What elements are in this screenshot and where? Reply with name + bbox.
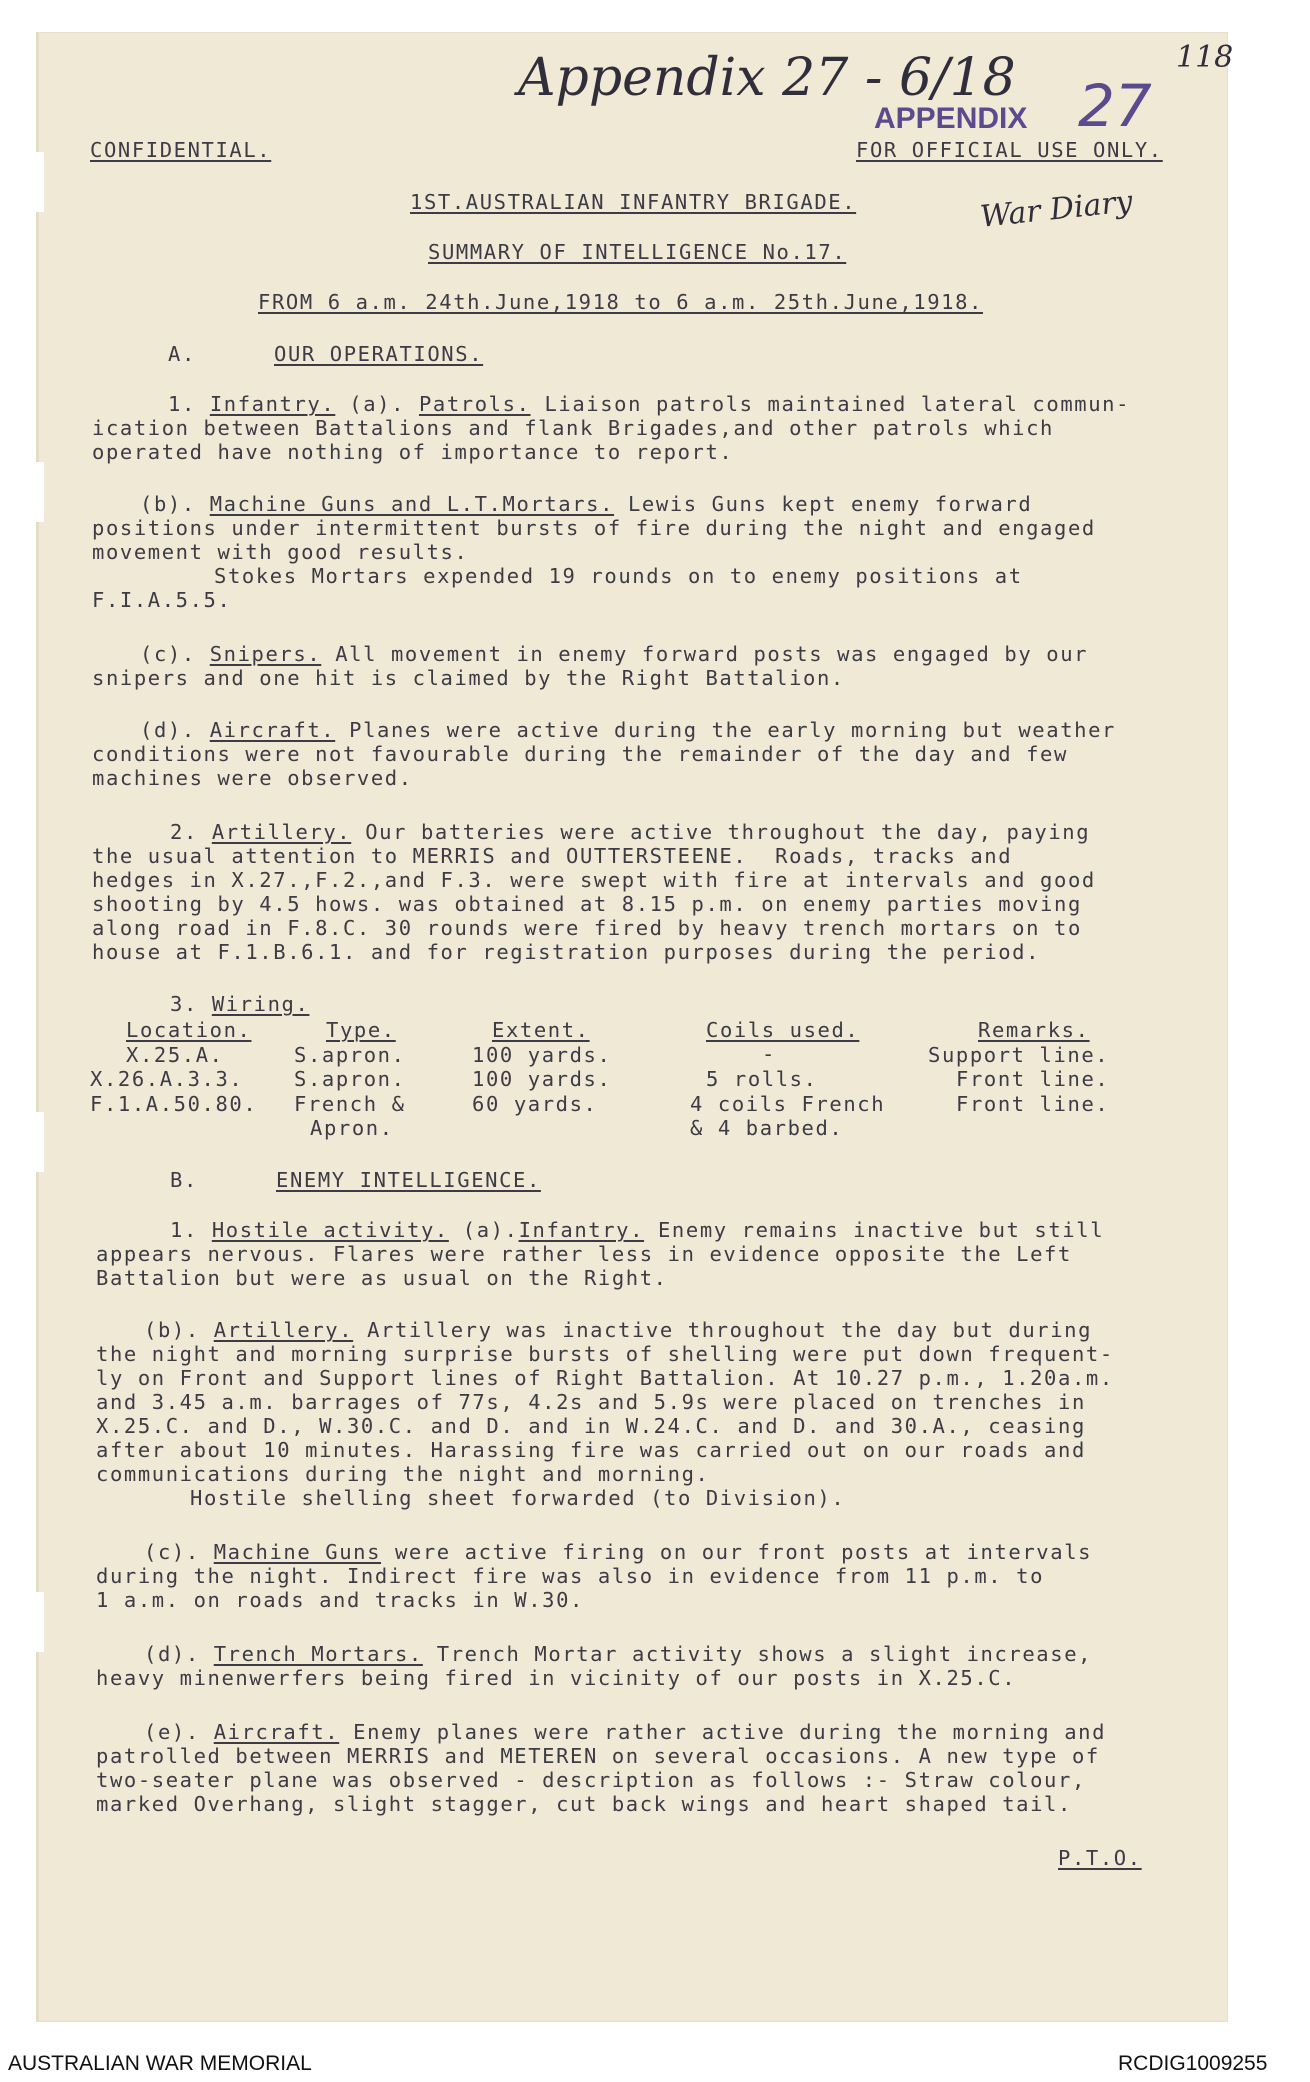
enemy-artillery-text: Artillery was inactive throughout the day but during [353,1318,1093,1342]
enemy-artillery-text-line7: communications during the night and morning. [96,1462,710,1486]
wiring-cell-location: F.1.A.50.80. [90,1091,258,1116]
enemy-mg-paragraph-line [144,1540,1092,1565]
enemy-artillery-text-line5: X.25.C. and D., W.30.C. and D. and in W.24.C. and D. and 30.A., ceasing [96,1414,1086,1438]
trench-mortars-text: Trench Mortar activity shows a slight increase, [422,1642,1093,1666]
enemy-mg-text-line2: during the night. Indirect fire was also in evidence from 11 p.m. to [96,1564,1045,1588]
infantry-text: Liaison patrols maintained lateral commun- [530,392,1131,416]
summary-title: SUMMARY OF INTELLIGENCE No.17. [428,240,847,264]
enemy-artillery-text-line6: after about 10 minutes. Harassing fire was carried out on our roads and [96,1438,1086,1462]
mg-text-line2: positions under intermittent bursts of fire during the night and engaged [92,516,1096,540]
wiring-table-header-row [88,1018,1138,1043]
enemy-aircraft-sub-number: (e). [144,1720,214,1744]
enemy-artillery-text-line8: Hostile shelling sheet forwarded (to Division). [190,1486,846,1510]
wiring-table-row [88,1092,1138,1117]
hostile-number: 1. [170,1218,212,1242]
enemy-aircraft-text-line4: marked Overhang, slight stagger, cut back wings and heart shaped tail. [96,1792,1072,1816]
handwritten-page-number: 118 [1176,40,1234,75]
hostile-activity-heading: Hostile activity. [211,1218,449,1242]
footer-archive-name: AUSTRALIAN WAR MEMORIAL [8,2052,312,2075]
hostile-text-line2: appears nervous. Flares were rather less in evidence opposite the Left [96,1242,1072,1266]
enemy-artillery-paragraph-line [144,1318,1092,1343]
appendix-stamp-label: APPENDIX [874,102,1028,135]
wiring-header-type: Type. [326,1018,396,1042]
wiring-header-remarks: Remarks. [978,1018,1090,1042]
hostile-sub-number: (a). [448,1218,519,1242]
mg-sub-number: (b). [140,492,210,516]
aircraft-paragraph-line [140,718,1116,743]
infantry-paragraph-line [168,392,1130,417]
wiring-header-location: Location. [126,1018,252,1042]
infantry-heading: Infantry. [209,392,336,416]
enemy-aircraft-text: Enemy planes were rather active during the morning and [339,1720,1107,1744]
handwritten-war-diary: War Diary [978,184,1135,235]
appendix-stamp-number: 27 [1078,72,1152,140]
trench-mortars-sub-number: (d). [144,1642,214,1666]
wiring-table [88,1018,1138,1141]
enemy-artillery-sub-number: (b). [144,1318,214,1342]
snipers-text: All movement in enemy forward posts was engaged by our [321,642,1089,666]
trench-mortars-heading: Trench Mortars. [213,1642,423,1666]
infantry-number: 1. [168,392,210,416]
patrols-heading: Patrols. [418,392,531,416]
wiring-header-coils: Coils used. [706,1018,860,1042]
aircraft-text-line3: machines were observed. [92,766,413,790]
footer-record-id: RCDIG1009255 [1118,2052,1268,2075]
snipers-text-line2: snipers and one hit is claimed by the Right Battalion. [92,666,845,690]
mg-heading: Machine Guns and L.T.Mortars. [209,492,615,516]
enemy-mg-text: were active firing on our front posts at intervals [381,1540,1093,1564]
page-edge-tear [34,462,44,522]
page-edge-tear [34,1592,44,1652]
wiring-header-extent: Extent. [492,1018,590,1042]
enemy-aircraft-text-line2: patrolled between MERRIS and METEREN on several occasions. A new type of [96,1744,1100,1768]
wiring-table-row [88,1116,1138,1141]
enemy-mg-sub-number: (c). [144,1540,214,1564]
infantry-text-line2: ication between Battalions and flank Brigades,and other patrols which [92,416,1055,440]
snipers-paragraph-line [140,642,1088,667]
confidential-label: CONFIDENTIAL. [90,138,272,162]
pto-label: P.T.O. [1058,1846,1142,1870]
wiring-cell-location: X.26.A.3.3. [90,1067,244,1091]
period-line: FROM 6 a.m. 24th.June,1918 to 6 a.m. 25th.June,1918. [258,290,983,314]
wiring-table-row [88,1067,1138,1092]
wiring-cell-type: French & [294,1091,406,1116]
enemy-aircraft-heading: Aircraft. [213,1720,340,1744]
official-use-label: FOR OFFICIAL USE ONLY. [856,138,1163,162]
artillery-text-line2: the usual attention to MERRIS and OUTTERSTEENE. Roads, tracks and [92,844,1013,868]
wiring-number: 3. [170,992,212,1016]
aircraft-text: Planes were active during the early morning but weather [335,718,1116,742]
mg-text-line3: movement with good results. [92,540,469,564]
infantry-sub-number: (a). [335,392,419,416]
infantry-text-line3: operated have nothing of importance to report. [92,440,734,464]
enemy-artillery-text-line4: and 3.45 a.m. barrages of 77s, 4.2s and 5.9s were placed on trenches in [96,1390,1086,1414]
artillery-text-line3: hedges in X.27.,F.2.,and F.3. were swept with fire at intervals and good [92,868,1096,892]
section-b-title: ENEMY INTELLIGENCE. [276,1168,541,1192]
wiring-cell-coils: 4 coils French [690,1091,886,1116]
wiring-cell-extent: 100 yards. [472,1067,612,1091]
enemy-artillery-heading: Artillery. [213,1318,354,1342]
wiring-cell-coils: 5 rolls. [706,1067,818,1091]
artillery-text: Our batteries were active throughout the day, paying [351,820,1091,844]
aircraft-text-line2: conditions were not favourable during the remainder of the day and few [92,742,1068,766]
wiring-cell-remarks: Front line. [956,1067,1110,1091]
enemy-mg-text-line3: 1 a.m. on roads and tracks in W.30. [96,1588,584,1612]
wiring-paragraph-line [170,992,309,1017]
artillery-heading: Artillery. [211,820,352,844]
wiring-cell-location: X.25.A. [126,1042,224,1067]
hostile-text: Enemy remains inactive but still [644,1218,1105,1242]
snipers-sub-number: (c). [140,642,210,666]
enemy-artillery-text-line3: ly on Front and Support lines of Right Battalion. At 10.27 p.m., 1.20a.m. [96,1366,1114,1390]
wiring-cell-type: S.apron. [294,1067,406,1091]
wiring-cell-remarks: Support line. [928,1042,1110,1067]
hostile-text-line3: Battalion but were as usual on the Right. [96,1266,668,1290]
wiring-table-row [88,1043,1138,1068]
section-a-title: OUR OPERATIONS. [274,342,484,366]
brigade-title: 1ST.AUSTRALIAN INFANTRY BRIGADE. [410,190,857,214]
section-b-letter: B. [170,1168,198,1192]
mg-paragraph-line [140,492,1032,517]
wiring-cell-remarks: Front line. [956,1091,1110,1116]
artillery-number: 2. [170,820,212,844]
aircraft-heading: Aircraft. [209,718,336,742]
handwritten-appendix-note: Appendix 27 - 6/18 [518,48,1016,108]
mg-text-line5: F.I.A.5.5. [92,588,232,612]
mg-text: Lewis Guns kept enemy forward [614,492,1033,516]
hostile-paragraph-line [170,1218,1104,1243]
artillery-paragraph-line [170,820,1090,845]
wiring-cell-coils: & 4 barbed. [690,1116,844,1140]
artillery-text-line6: house at F.1.B.6.1. and for registration purposes during the period. [92,940,1041,964]
enemy-aircraft-paragraph-line [144,1720,1106,1745]
snipers-heading: Snipers. [209,642,322,666]
wiring-cell-extent: 100 yards. [472,1042,612,1067]
hostile-infantry-heading: Infantry. [518,1218,645,1242]
artillery-text-line4: shooting by 4.5 hows. was obtained at 8.15 p.m. on enemy parties moving [92,892,1082,916]
enemy-mg-heading: Machine Guns [213,1540,382,1564]
page-edge-tear [34,152,44,212]
wiring-cell-type: Apron. [310,1116,394,1140]
enemy-artillery-text-line2: the night and morning surprise bursts of shelling were put down frequent- [96,1342,1114,1366]
trench-mortars-paragraph-line [144,1642,1092,1667]
mg-text-line4: Stokes Mortars expended 19 rounds on to enemy positions at [214,564,1023,588]
aircraft-sub-number: (d). [140,718,210,742]
enemy-aircraft-text-line3: two-seater plane was observed - description as follows :- Straw colour, [96,1768,1086,1792]
wiring-cell-type: S.apron. [294,1042,406,1067]
artillery-text-line5: along road in F.8.C. 30 rounds were fired by heavy trench mortars on to [92,916,1082,940]
wiring-cell-extent: 60 yards. [472,1091,598,1116]
trench-mortars-text-line2: heavy minenwerfers being fired in vicinity of our posts in X.25.C. [96,1666,1017,1690]
section-a-letter: A. [168,342,196,366]
wiring-cell-coils-dash: - [762,1042,776,1066]
wiring-heading: Wiring. [211,992,310,1016]
page-edge-tear [34,1112,44,1172]
